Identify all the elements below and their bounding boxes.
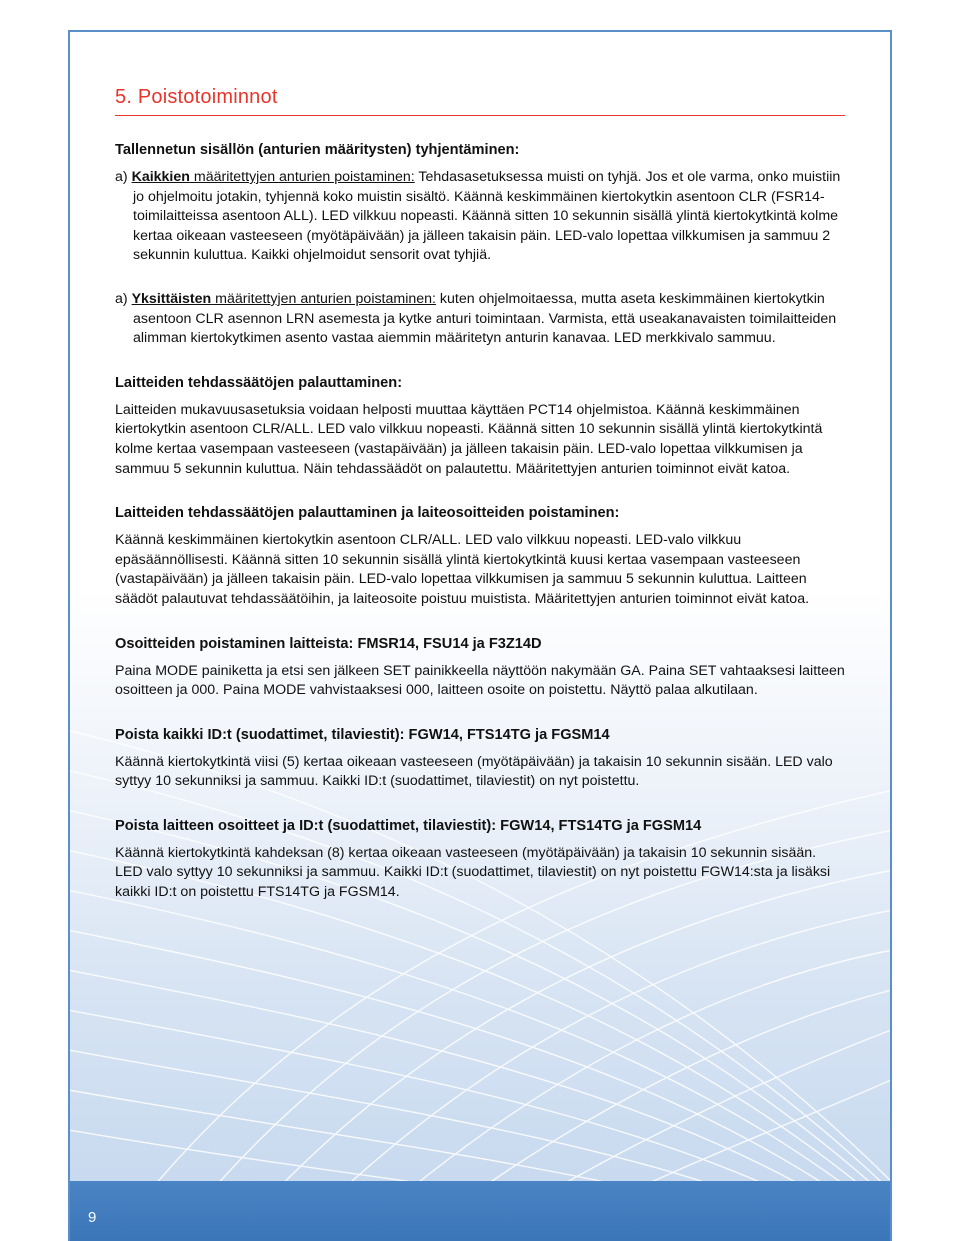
item-b-bold-term: Yksittäisten bbox=[131, 290, 212, 307]
section-heading-delete-ids: Poista kaikki ID:t (suodattimet, tilaviestit): FGW14, FTS14TG ja FGSM14 bbox=[115, 726, 610, 743]
section-heading-address-delete: Osoitteiden poistaminen laitteista: FMSR14, FSU14 ja F3Z14D bbox=[115, 635, 542, 652]
item-a-underlined-term: määritettyjen anturien poistaminen: bbox=[189, 169, 415, 185]
item-a-delete-all bbox=[115, 168, 845, 266]
item-a-text: Tehdasasetuksessa muisti on tyhjä. Jos et ole varma, onko muistiin jo ohjelmoitu jotakin, tyhjennä koko muistin sisältö. Käännä keskimmäinen kiertokytkin asentoon CLR (FSR14-toimilaitteissa asentoon ALL). LED vilkkuu nopeasti. Käännä sitten 10 sekunnin sisällä ylintä kiertokytkintä kolme kertaa oikeaan vasteeseen (myötäpäivään) ja jälleen takaisin päin. LED-valo lopettaa vilkkumisen ja sammuu 2 sekunnin kuluttua. Kaikki ohjelmoidut sensorit ovat tyhjiä. bbox=[133, 169, 841, 264]
item-b-label: a) bbox=[115, 290, 128, 307]
delete-address-ids-text: Käännä kiertokytkintä kahdeksan (8) kertaa oikeaan vasteeseen (myötäpäivään) ja takaisin 10 sekunnin sisään. LED valo syttyy 10 sekunniksi ja sammuu. Kaikki ID:t (suodattimet, tilaviestit) on nyt poistettu FGW14:sta ja lisäksi kaikki ID:t on poistettu FTS14TG ja FGSM14. bbox=[115, 844, 831, 901]
item-b-underlined-term: määritettyjen anturien poistaminen: bbox=[211, 290, 436, 307]
section-heading-memory-clear: Tallennetun sisällön (anturien määritysten) tyhjentäminen: bbox=[115, 142, 520, 158]
item-a-bold-term: Kaikkien bbox=[131, 169, 190, 185]
item-b-delete-single bbox=[115, 290, 845, 349]
delete-ids-text: Käännä kiertokytkintä viisi (5) kertaa oikeaan vasteeseen (myötäpäivään) ja takaisin 10 sekunnin sisään. LED valo syttyy 10 sekunniksi ja sammuu. Kaikki ID:t (suodattimet, tilaviestit) on nyt poistettu. bbox=[115, 753, 833, 790]
section-heading-factory-reset: Laitteiden tehdassäätöjen palauttaminen: bbox=[115, 374, 403, 391]
item-a-label: a) bbox=[115, 169, 128, 185]
footer-bar bbox=[70, 1181, 890, 1241]
factory-reset-text: Laitteiden mukavuusasetuksia voidaan helposti muuttaa käyttäen PCT14 ohjelmistoa. Käännä keskimmäinen kiertokytkin asentoon CLR/ALL. LED valo vilkkuu nopeasti. Käännä sitten 10 sekunnin sisällä ylintä kiertokytkintä kolme kertaa vasempaan vasteeseen (vastapäivään) ja jälleen takaisin päin. LED-valo lopettaa vilkkumisen ja sammuu 5 sekunnin kuluttua. Näin tehdassäädöt on palautettu. Määritettyjen anturien toiminnot eivät katoa. bbox=[115, 401, 823, 477]
section-heading-delete-address-ids: Poista laitteen osoitteet ja ID:t (suodattimet, tilaviestit): FGW14, FTS14TG ja FGSM14 bbox=[115, 817, 702, 834]
address-delete-text: Paina MODE painiketta ja etsi sen jälkeen SET painikkeella näyttöön nakymään GA. Paina SET vahtaaksesi laitteen osoitteen ja 000. Paina MODE vahvistaaksesi 000, laitteen osoite on poistettu. Näyttö palaa alkutilaan. bbox=[115, 662, 845, 699]
page-content bbox=[115, 86, 845, 903]
item-b-text: kuten ohjelmoitaessa, mutta aseta keskimmäinen kiertokytkin asentoon CLR asennon LRN asemesta ja kytke anturi toimintaan. Varmista, että useakanavaisten toimilaitteiden alimman kiertokytkimen asento vastaa aiemmin määritetyn anturin kanavaa. LED merkkivalo sammuu. bbox=[133, 290, 837, 347]
factory-reset-address-text: Käännä keskimmäinen kiertokytkin asentoon CLR/ALL. LED valo vilkkuu nopeasti. LED-valo vilkkuu epäsäännöllisesti. Käännä sitten 10 sekunnin sisällä ylintä kiertokytkintä kuusi kertaa vasempaan vasteeseen (vastapäivään) ja jälleen takaisin päin. LED-valo lopettaa vilkkumisen ja sammuu 5 sekunnin kuluttua. Laitteen säädöt palautuvat tehdassäätöihin, ja laiteosoite poistuu muistista. Määritettyjen anturien toiminnot eivät katoa. bbox=[115, 532, 810, 607]
section-heading-factory-reset-address: Laitteiden tehdassäätöjen palauttaminen ja laiteosoitteiden poistaminen: bbox=[115, 505, 620, 522]
document-page bbox=[68, 30, 892, 1241]
chapter-title: 5. Poistotoiminnot bbox=[115, 86, 845, 116]
page-number: 9 bbox=[88, 1209, 97, 1226]
